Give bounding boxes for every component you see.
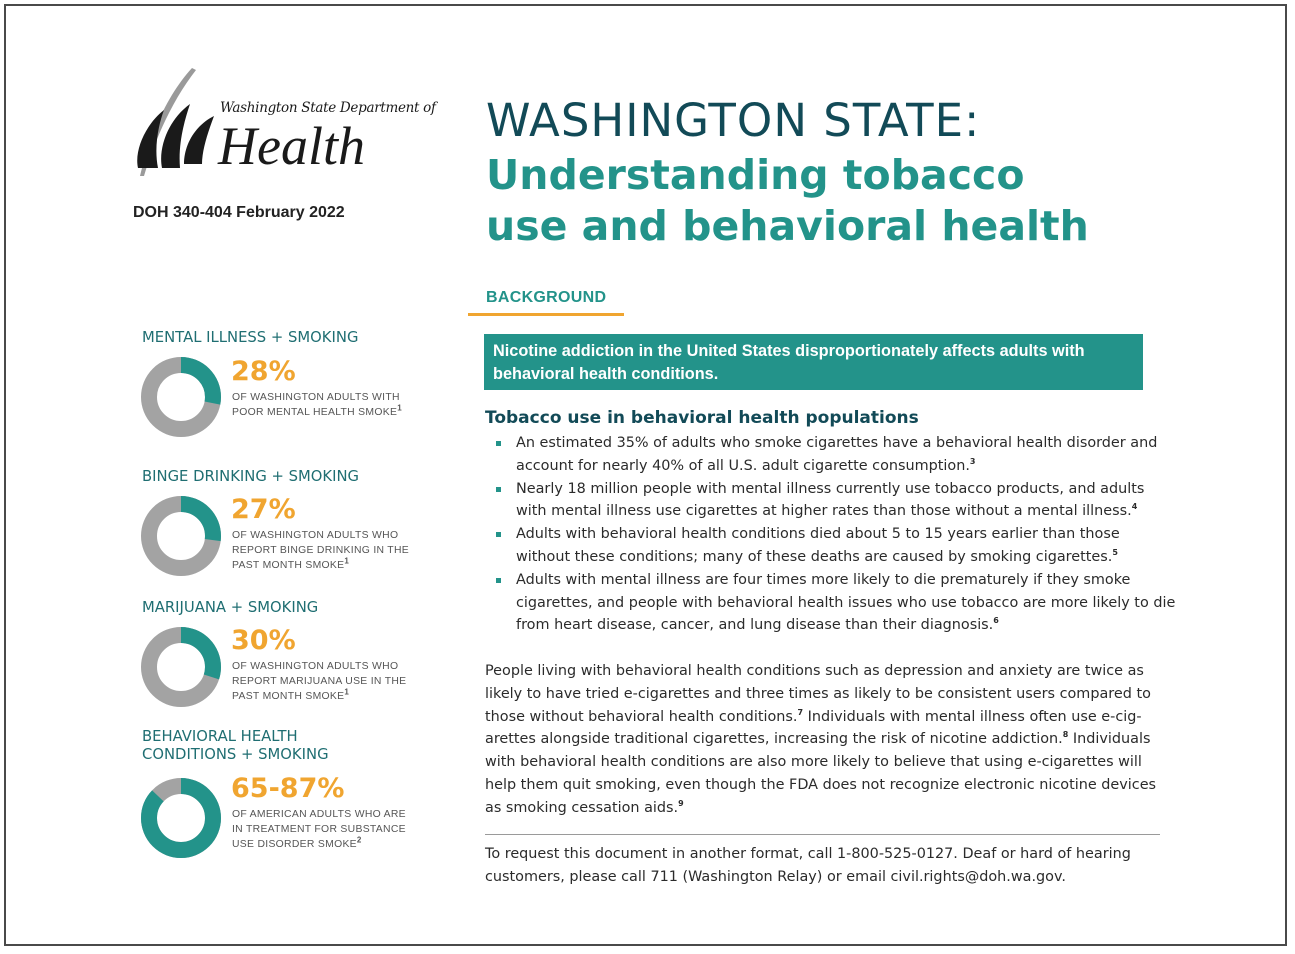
bullet-icon <box>496 487 501 492</box>
footnote-ref: 4 <box>1131 502 1138 512</box>
stat-desc-line: PAST MONTH SMOKE <box>232 560 345 571</box>
doh-logo-mark-icon <box>128 64 224 180</box>
page-title-line-2: Understanding tobacco <box>486 151 1025 199</box>
stat-label-line: CONDITIONS + SMOKING <box>142 746 329 763</box>
footer-accessibility-note: To request this document in another format, call 1-800-525-0127. Deaf or hard of hearing customers, please call 711 (Washington Relay) or email civil.rights@doh.wa.gov. <box>485 846 1131 885</box>
stat-desc-line: POOR MENTAL HEALTH SMOKE <box>232 407 398 418</box>
bullet-text: An estimated 35% of adults who smoke cigarettes have a behavioral health disorder and account for nearly 40% of all U.S. adult cigarette consumption. <box>516 435 1158 474</box>
list-item <box>496 569 1176 637</box>
stat-desc-line-with-ref <box>232 405 402 420</box>
donut-chart-mental-illness <box>140 356 222 438</box>
stat-desc-line-with-ref <box>232 837 406 852</box>
stat-value-binge-drinking: 27% <box>231 494 296 525</box>
footnote-ref: 1 <box>397 403 402 413</box>
footnote-ref: 3 <box>969 457 976 466</box>
stat-value-mental-illness: 28% <box>231 356 296 387</box>
donut-chart-marijuana <box>140 626 222 708</box>
bullet-text: Nearly 18 million people with mental illness currently use tobacco products, and adults with mental illness use cigarettes at higher rates than those without a mental illness. <box>516 480 1145 520</box>
stat-desc-marijuana <box>232 659 406 704</box>
section-heading: Tobacco use in behavioral health populations <box>485 408 919 428</box>
footnote-ref: 2 <box>356 835 362 845</box>
stat-desc-line: USE DISORDER SMOKE <box>232 839 357 850</box>
page-title-subject <box>486 150 1089 252</box>
stat-desc-line: REPORT BINGE DRINKING IN THE <box>232 545 409 556</box>
footnote-ref: 5 <box>1112 548 1118 558</box>
donut-chart-binge-drinking <box>140 495 222 577</box>
paragraph-part: People living with behavioral health conditions such as depression and anxiety are twice as likely to have tried e-cigarettes and three times as likely to be consistent users compared to those without behavioral health conditions. <box>485 663 1151 725</box>
stat-desc-binge-drinking <box>232 528 409 573</box>
background-underline <box>468 313 624 316</box>
stat-value-marijuana: 30% <box>231 625 296 656</box>
bullet-icon <box>496 578 501 583</box>
donut-chart-behavioral-health <box>140 777 222 859</box>
list-item <box>496 523 1176 569</box>
stat-desc-line: OF WASHINGTON ADULTS WITH <box>232 392 400 403</box>
paragraph-part: Individuals with mental illness often use e-cig- arettes alongside traditional cigarettes, increasing the risk of nicotine addiction. <box>485 708 1142 748</box>
stat-label-marijuana: MARIJUANA + SMOKING <box>142 599 319 616</box>
list-item <box>496 478 1176 524</box>
paragraph-part: Individuals with behavioral health conditions are also more likely to believe that using e-cigarettes will help them quit smoking, even though the FDA does not recognize electronic nicotine devices as smoking cessation aids. <box>485 731 1157 816</box>
stat-desc-behavioral-health <box>232 807 406 852</box>
stat-desc-line: PAST MONTH SMOKE <box>232 691 345 702</box>
stat-desc-line: REPORT MARIJUANA USE IN THE <box>232 676 407 687</box>
stat-desc-line: OF AMERICAN ADULTS WHO ARE <box>232 809 406 820</box>
stat-label-behavioral-health <box>142 728 329 764</box>
footnote-ref: 8 <box>1062 730 1069 740</box>
stat-label-binge-drinking: BINGE DRINKING + SMOKING <box>142 468 360 485</box>
bullet-icon <box>496 532 501 537</box>
background-heading: BACKGROUND <box>486 289 607 306</box>
page-title-state: WASHINGTON STATE: <box>486 94 981 147</box>
background-callout: Nicotine addiction in the United States disproportionately affects adults with behavioral health conditions. <box>484 334 1143 390</box>
page-title-line-3: use and behavioral health <box>486 202 1089 250</box>
stat-desc-line: OF WASHINGTON ADULTS WHO <box>232 530 399 541</box>
document-id: DOH 340-404 February 2022 <box>133 204 345 221</box>
stat-desc-line-with-ref <box>232 689 406 704</box>
logo-health-text: Health <box>218 116 365 176</box>
bullet-text: Adults with mental illness are four times more likely to die prematurely if they smoke cigarettes, and people with behavioral health issues who use tobacco are more likely to die from heart disease, cancer, and lung disease than their diagnosis. <box>516 571 1176 634</box>
stat-value-behavioral-health: 65-87% <box>231 773 345 804</box>
stat-desc-line: IN TREATMENT FOR SUBSTANCE <box>232 824 406 835</box>
stat-desc-mental-illness <box>232 390 402 420</box>
stat-desc-line: OF WASHINGTON ADULTS WHO <box>232 661 399 672</box>
footnote-ref: 1 <box>344 687 350 697</box>
bullet-text: Adults with behavioral health conditions died about 5 to 15 years earlier than those without these conditions; many of these deaths are caused by smoking cigarettes. <box>516 526 1120 565</box>
body-paragraph <box>485 660 1175 820</box>
list-item <box>496 432 1176 478</box>
bullet-list <box>496 432 1176 637</box>
footnote-ref: 1 <box>344 556 350 566</box>
footnote-ref: 6 <box>993 616 999 626</box>
stat-label-line: BEHAVIORAL HEALTH <box>142 728 298 745</box>
bullet-icon <box>496 441 501 446</box>
footer-divider <box>485 834 1160 835</box>
footnote-ref: 9 <box>678 798 684 808</box>
stat-label-mental-illness: MENTAL ILLNESS + SMOKING <box>142 329 359 346</box>
stat-desc-line-with-ref <box>232 558 409 573</box>
footnote-ref: 7 <box>797 707 804 717</box>
logo-department-text: Washington State Department of <box>220 100 436 116</box>
